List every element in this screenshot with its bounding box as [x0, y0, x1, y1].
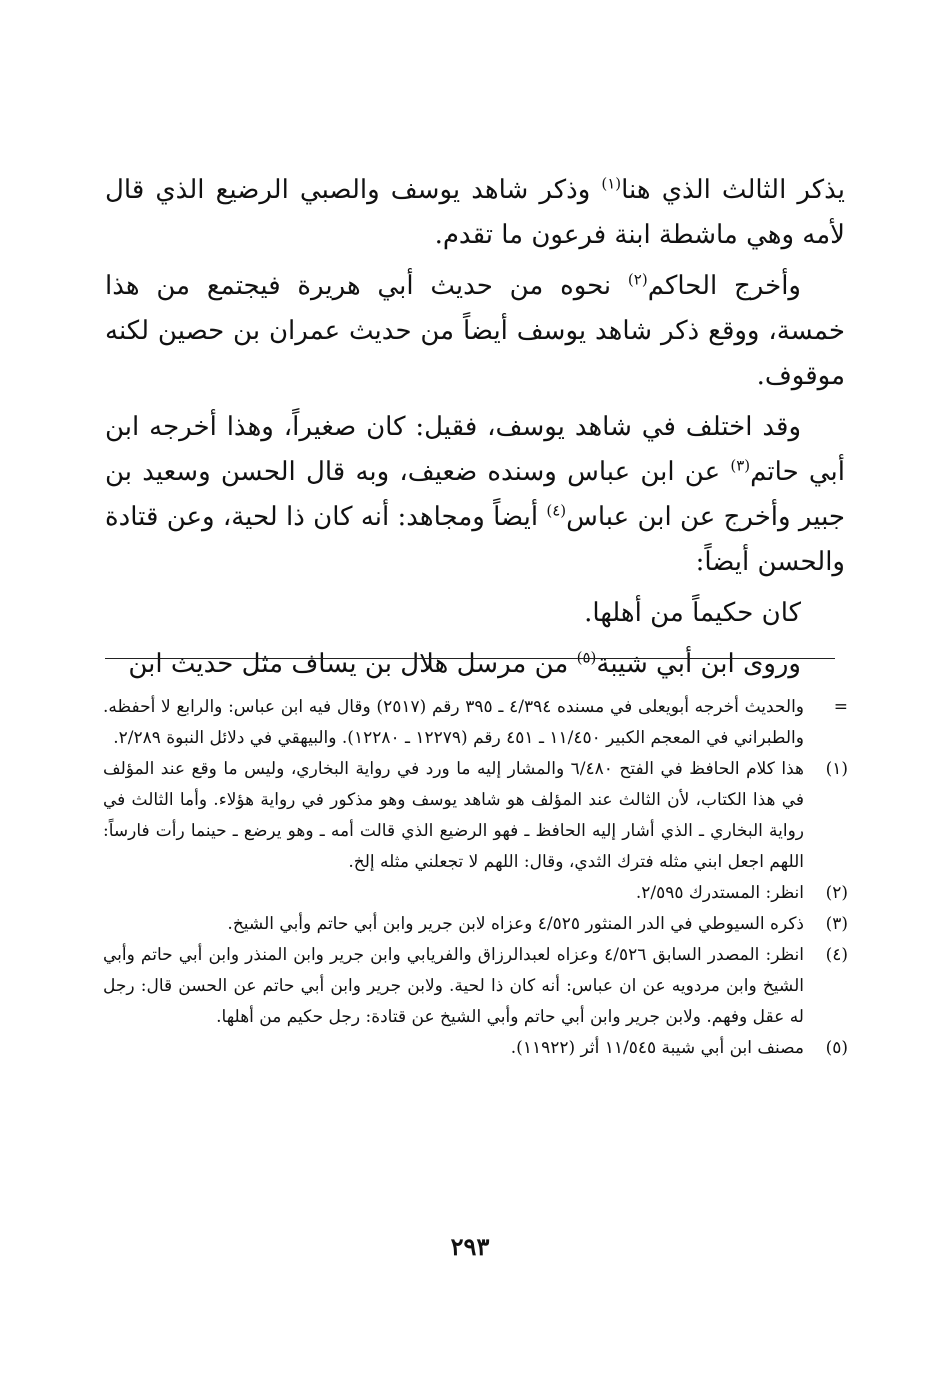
- footnote-3: [103, 909, 848, 940]
- footnote-ref-4: (٤): [546, 501, 567, 520]
- footnote-text: انظر: المستدرك ٢/٥٩٥.: [635, 883, 804, 903]
- footnotes: [103, 692, 848, 1064]
- footnote-text: انظر: المصدر السابق ٤/٥٢٦ وعزاه لعبدالرزاق والفريابي وابن جرير وابن المنذر وابن أبي حاتم وأبي الشيخ وابن مردويه عن ان عباس: أنه كان ذا لحية. ولابن جرير وابن أبي حاتم عن الحسن قال: رجل له عقل وفهم. ولابن جرير وابن أبي حاتم وأبي الشيخ عن قتادة: رجل حكيم من أهلها.: [103, 945, 804, 1027]
- footnote-ref-5: (٥): [576, 648, 597, 667]
- footnote-text: ذكره السيوطي في الدر المنثور ٤/٥٢٥ وعزاه لابن جرير وابن أبي حاتم وأبي الشيخ.: [227, 914, 804, 934]
- paragraph-1: يذكر الثالث الذي هنا$^{(١)}$ وذكر شاهد يوسف والصبي الرضيع الذي قال لأمه وهي ماشطة ابنة فرعون ما تقدم.: [105, 174, 845, 250]
- quote-line: كان حكيماً من أهلها.: [584, 598, 801, 628]
- footnote-text: هذا كلام الحافظ في الفتح ٦/٤٨٠ والمشار إليه ما ورد في رواية البخاري، وليس ما وقع عند المؤلف في هذا الكتاب، لأن الثالث عند المؤلف هو شاهد يوسف وهو مذكور في رواية هؤلاء. وأما الثالث في رواية البخاري ـ الذي أشار إليه الحافظ ـ فهو الرضيع الذي قالت أمه ـ وهو يرضع ـ حينما رأت فارساً: اللهم اجعل ابني مثله فترك الثدي، وقال: اللهم لا تجعلني مثله إلخ.: [103, 759, 804, 872]
- footnote-number: (٣): [825, 914, 848, 934]
- paragraph-5: وروى ابن أبي شيبة$^{(٥)}$ من مرسل هلال بن يساف مثل حديث ابن: [128, 648, 801, 679]
- main-text: [105, 168, 845, 693]
- paragraph-3: وقد اختلف في شاهد يوسف، فقيل: كان صغيراً، وهذا أخرجه ابن أبي حاتم$^{(٣)}$ عن ابن عباس وسنده ضعيف، وبه قال الحسن وسعيد بن جبير وأخرج عن ابن عباس$^{(٤)}$ أيضاً ومجاهد: أنه كان ذا لحية، وعن قتادة والحسن أيضاً:: [105, 412, 845, 577]
- footnote-number: (١): [825, 759, 848, 779]
- footnote-4: [103, 940, 848, 1033]
- footnote-ref-2: (٢): [627, 270, 648, 289]
- footnote-text: مصنف ابن أبي شيبة ١١/٥٤٥ أثر (١١٩٢٢).: [510, 1038, 804, 1058]
- footnote-number: (٤): [825, 945, 848, 965]
- footnote-number: =: [833, 697, 848, 717]
- footnote-separator: [105, 658, 835, 659]
- footnote-ref-1: (١): [601, 174, 622, 193]
- footnote-1: [103, 754, 848, 878]
- footnote-number: (٥): [825, 1038, 848, 1058]
- footnote-text: والحديث أخرجه أبويعلى في مسنده ٤/٣٩٤ ـ ٣٩٥ رقم (٢٥١٧) وقال فيه ابن عباس: والرابع لا أحفظه. والطبراني في المعجم الكبير ١١/٤٥٠ ـ ٤٥١ رقم (١٢٢٧٩ ـ ١٢٢٨٠). والبيهقي في دلائل النبوة ٢/٢٨٩.: [103, 697, 805, 748]
- page-number: ٢٩٣: [450, 1232, 490, 1261]
- footnote-5: [103, 1033, 848, 1064]
- footnote-2: [103, 878, 848, 909]
- paragraph-2: وأخرج الحاكم$^{(٢)}$ نحوه من حديث أبي هريرة فيجتمع من هذا خمسة، ووقع ذكر شاهد يوسف أيضاً من حديث عمران بن حصين لكنه موقوف.: [105, 270, 845, 391]
- footnote-continued: [103, 692, 848, 754]
- footnote-ref-3: (٣): [730, 456, 751, 475]
- footnote-number: (٢): [825, 883, 848, 903]
